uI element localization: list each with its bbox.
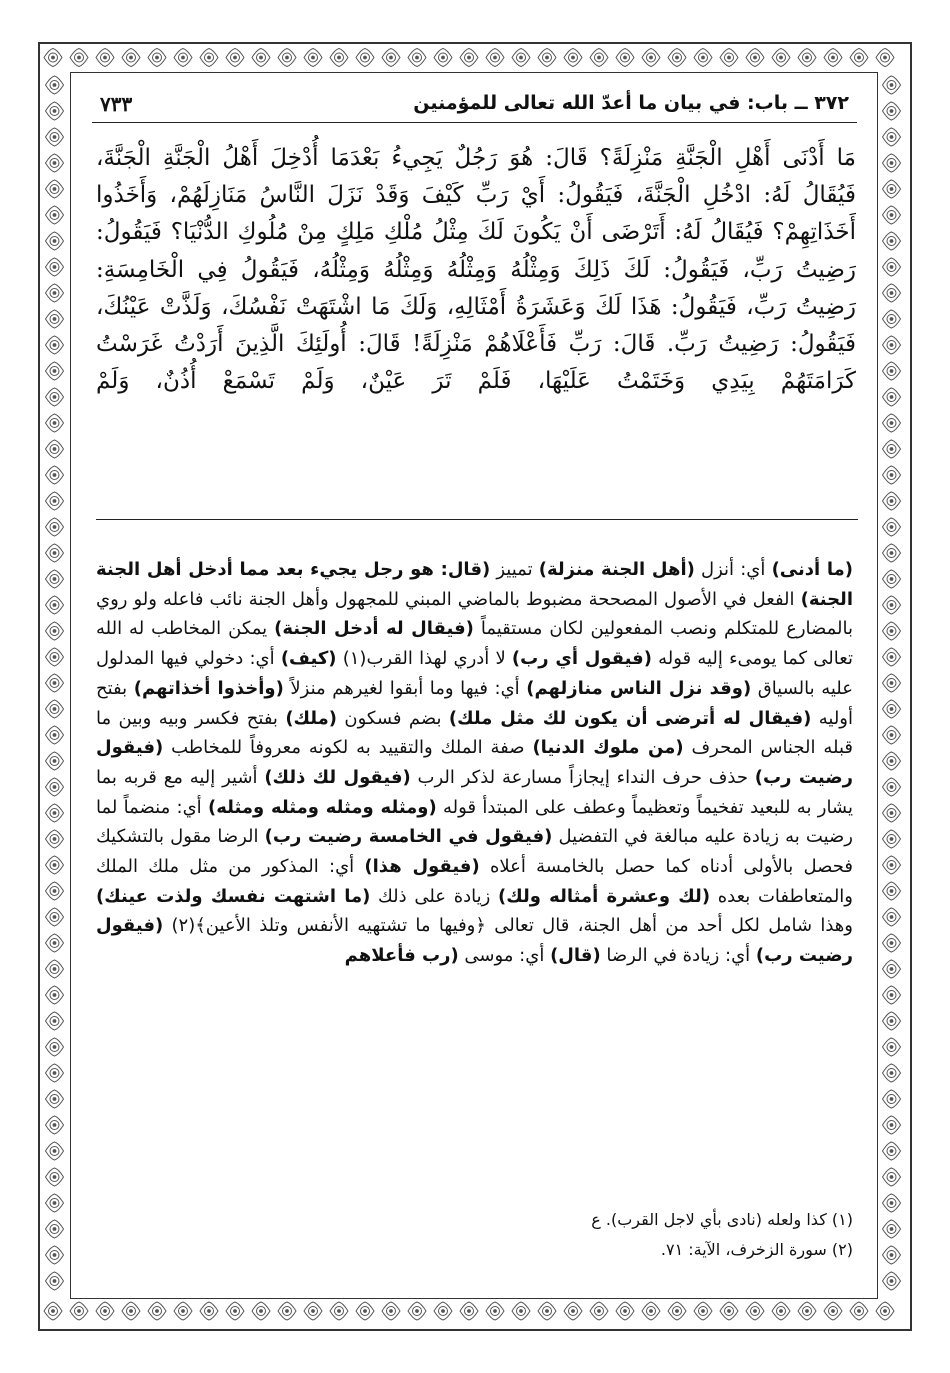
section-divider [96,519,858,520]
page-header [92,90,857,123]
commentary-quote: (ملك) [285,707,338,729]
commentary-quote: (ومثله ومثله ومثله ومثله) [207,796,437,818]
commentary-segment: وهذا شامل لكل أحد من أهل الجنة، قال تعالى ﴿وفيها ما تشتهيه الأنفس وتلذ الأعين﴾ [195,915,853,937]
commentary-segment [163,915,171,936]
commentary-segment: يمكن المخاطب له الله تعالى كما يومىء إليه قوله [96,618,853,670]
hadith-text: مَا أَدْنَى أَهْلِ الْجَنَّةِ مَنْزِلَةً؟ قَالَ: هُوَ رَجُلٌ يَجِيءُ بَعْدَمَا أُدْخِلَ أَهْلُ الْجَنَّةِ الْجَنَّةَ، فَيُقَالُ لَهُ: ادْخُلِ الْجَنَّةَ، فَيَقُولُ: أَيْ رَبِّ كَيْفَ وَقَدْ نَزَلَ النَّاسُ مَنَازِلَهُمْ، وَأَخَذُوا أَخَذَاتِهِمْ؟ فَيُقَالُ لَهُ: أَتَرْضَى أَنْ يَكُونَ لَكَ مِثْلُ مُلْكِ مَلِكٍ مِنْ مُلُوكِ الدُّنْيَا؟ فَيَقُولُ: رَضِيتُ رَبِّ، فَيَقُولُ: لَكَ ذَلِكَ وَمِثْلُهُ وَمِثْلُهُ وَمِثْلُهُ وَمِثْلُهُ، فَيَقُولُ فِي الْخَامِسَةِ: رَضِيتُ رَبِّ، فَيَقُولُ: هَذَا لَكَ وَعَشَرَةُ أَمْثَالِهِ، وَلَكَ مَا اشْتَهَتْ نَفْسُكَ، وَلَذَّتْ عَيْنُكَ، فَيَقُولُ: رَضِيتُ رَبِّ. قَالَ: رَبِّ فَأَعْلَاهُمْ مَنْزِلَةً! قَالَ: أُولَئِكَ الَّذِينَ أَرَدْتُ غَرَسْتُ كَرَامَتَهُمْ بِيَدِي وَخَتَمْتُ عَلَيْهَا، فَلَمْ تَرَ عَيْنٌ، وَلَمْ تَسْمَعْ أُذُنٌ، وَلَمْ [96,145,856,395]
commentary-quote: (وقد نزل الناس منازلهم) [526,677,752,699]
commentary-segment: الفعل في الأصول المصححة مضبوط بالماضي المبني للمجهول وأهل الجنة نائب فاعله ولو روي بالمضارع للمتكلم ونصب المفعولين لكان مستقيماً [96,588,853,640]
commentary-quote: (رب فأعلاهم [344,945,459,967]
commentary-segment: أي: موسى [458,945,551,967]
commentary-segment: حذف حرف النداء إيجازاً مسارعة لذكر الرب [410,766,755,788]
commentary-segment: صفة الملك والتقييد به لكونه معروفاً للمخاطب [163,737,533,759]
commentary-quote: (ما أدنى) [771,559,854,580]
commentary-segment: (٢) [171,915,196,937]
commentary-quote: (فيقول رضيت رب) [96,737,853,788]
commentary-segment: أي: منضماً لما رضيت به زيادة عليه مبالغة في التفضيل [96,796,853,848]
commentary-quote: (أهل الجنة منزلة) [538,559,695,580]
commentary-quote: (لك وعشرة أمثاله ولك) [498,885,711,907]
commentary-segment: أي: فيها وما أبقوا لغيرهم منزلاً [283,677,527,699]
footnotes [96,1205,853,1265]
commentary-segment: لا أدري لهذا القرب [366,648,512,670]
commentary-segment: أي: زيادة في الرضا [600,945,756,967]
footnote-2: (٢) سورة الزخرف، الآية: ٧١. [660,1240,853,1259]
commentary-quote: (فيقول هذا) [364,856,480,878]
commentary-quote: (قال) [550,945,601,967]
page-number: ٧٣٣ [100,92,133,116]
commentary-quote: (ما اشتهت نفسك ولذت عينك) [96,885,371,907]
commentary-quote: (قال: هو رجل يجيء بعد مما أدخل أهل الجنة الجنة) [96,559,853,610]
commentary-segment: أي: المذكور من مثل ملك الملك والمتعاطفات بعده [96,856,853,907]
ornamental-border-top [40,44,908,71]
commentary-segment: تمييز [490,559,539,580]
commentary-segment: الرضا مقول بالتشكيك فحصل بالأولى أدناه كما حصل بالخامسة أعلاه [96,826,853,878]
commentary-quote: (فيقول في الخامسة رضيت رب) [264,826,553,848]
commentary-quote: (فيقول رضيت رب) [96,915,853,967]
commentary-segment: بضم فسكون [337,707,449,729]
commentary-segment: بفتح أوليه [96,677,853,729]
commentary-segment: أي: دخولي فيها المدلول عليه بالسياق [96,648,853,699]
commentary-segment: أي: أنزل [694,559,772,580]
commentary-quote: (فيقال له أترضى أن يكون لك مثل ملك) [448,707,812,729]
commentary-segment: (١) [342,648,367,670]
commentary-quote: (فيقول لك ذلك) [264,766,411,788]
ornamental-border-right [877,72,906,1297]
commentary-quote: (كيف) [280,648,337,670]
commentary-quote: (فيقول أي رب) [511,648,652,670]
commentary-segment: زيادة على ذلك [370,885,499,907]
commentary-text [96,555,853,971]
commentary-quote: (من ملوك الدنيا) [532,737,684,759]
ornamental-border-bottom [40,1297,908,1325]
commentary-quote: (وأخذوا أخذاتهم) [133,677,284,699]
ornamental-border-left [40,72,69,1297]
footnote-1: (١) كذا ولعله (نادى بأي لاجل القرب). ع [591,1210,853,1229]
hadith-text-block [96,140,856,400]
commentary-segment: أشير إليه مع قربه بما يشار به للبعيد تفخيماً وتعظيماً وعطف على المبتدأ قوله [96,766,853,818]
running-title: ٣٧٢ ــ باب: في بيان ما أعدّ الله تعالى للمؤمنين [413,92,849,114]
commentary-quote: (فيقال له أدخل الجنة) [274,618,474,640]
commentary-segment: بفتح فكسر وبيه وبين ما قبله الجناس المحرف [96,707,854,759]
commentary-block [96,555,853,971]
